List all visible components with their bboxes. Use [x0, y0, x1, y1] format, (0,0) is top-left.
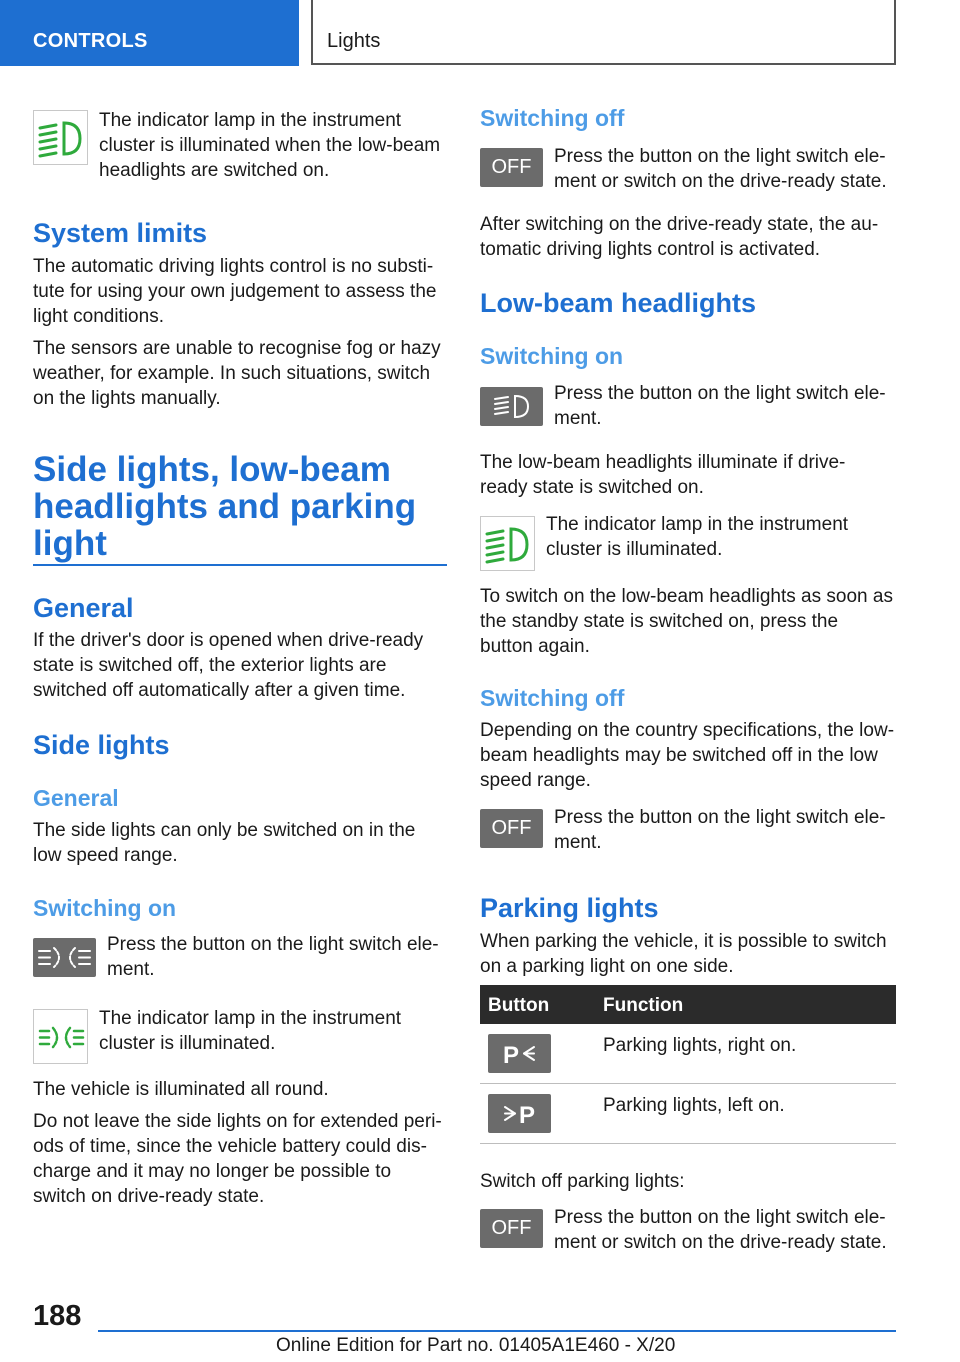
- table-header: [480, 985, 896, 1024]
- page-number: 188: [33, 1300, 82, 1332]
- system-limits-p2: The sensors are unable to recognise fog or hazy weather, for example. In such situations, switch on the lights manually.: [33, 338, 441, 409]
- heading-side-lights-switching-on: Switching on: [33, 895, 177, 921]
- section-tab: [0, 0, 299, 66]
- chapter-heading-line-1: Side lights, low-beam: [33, 450, 391, 489]
- heading-system-limits: System limits: [33, 218, 208, 248]
- off-button-icon: OFF: [480, 148, 543, 187]
- heading-side-lights-general: General: [33, 785, 119, 811]
- switching-off-text: Press the button on the light switch ele- ment or switch on the drive-ready state.: [554, 146, 887, 192]
- low-beam-indicator-text: The indicator lamp in the instrument cluster is illuminated.: [546, 514, 849, 560]
- chapter-heading-line-3: light: [33, 524, 107, 563]
- parking-lights-table: [480, 985, 896, 1144]
- svg-text:P: P: [503, 1042, 520, 1069]
- table-cell-function: Parking lights, left on.: [603, 1095, 785, 1116]
- low-beam-off-text: Press the button on the light switch ele- ment.: [554, 807, 886, 853]
- parking-switch-off-p: Switch off parking lights:: [480, 1171, 685, 1192]
- switching-off-after-p: After switching on the drive-ready state, the au- tomatic driving lights control is activated.: [480, 214, 879, 260]
- svg-text:P: P: [519, 1102, 536, 1129]
- table-header-function: Function: [603, 995, 684, 1016]
- parking-off-text: Press the button on the light switch ele- ment or switch on the drive-ready state.: [554, 1207, 887, 1253]
- low-beam-country-p: Depending on the country specifications, the low-beam headlights may be switched off in the low speed range.: [480, 720, 895, 791]
- heading-low-beam-switching-off: Switching off: [480, 685, 625, 711]
- side-lights-warning-p: Do not leave the side lights on for extended peri- ods of time, since the vehicle battery could dis- charge and it may no longer be possible to switch on drive-ready state.: [33, 1111, 442, 1207]
- low-beam-indicator-icon-2: [480, 516, 535, 571]
- low-beam-standby-p: To switch on the low-beam headlights as soon as the standby state is switched on, press the button again.: [480, 586, 893, 657]
- table-header-button: Button: [488, 995, 550, 1016]
- side-lights-indicator-icon: [33, 1009, 88, 1064]
- parking-intro-p: When parking the vehicle, it is possible to switch on a parking light on one side.: [480, 931, 887, 977]
- chapter-heading-rule: [33, 564, 447, 566]
- heading-general: General: [33, 593, 134, 623]
- off-button-icon-3: OFF: [480, 1209, 543, 1248]
- system-limits-p1: The automatic driving lights control is no substi- tute for using your own judgement to assess the light conditions.: [33, 256, 437, 327]
- off-button-icon-2: OFF: [480, 809, 543, 848]
- chapter-title: Lights: [327, 30, 381, 52]
- table-cell-function: Parking lights, right on.: [603, 1035, 797, 1056]
- parking-right-icon: [488, 1034, 551, 1073]
- side-lights-indicator-text: The indicator lamp in the instrument cluster is illuminated.: [99, 1008, 402, 1054]
- chapter-tab: [311, 0, 896, 65]
- section-title: CONTROLS: [33, 30, 148, 52]
- side-lights-press-text: Press the button on the light switch ele- ment.: [107, 934, 439, 980]
- chapter-heading: [33, 451, 416, 562]
- heading-low-beam-switching-on: Switching on: [480, 343, 624, 369]
- heading-side-lights: Side lights: [33, 730, 170, 760]
- side-lights-general-p: The side lights can only be switched on in the low speed range.: [33, 820, 416, 866]
- footer-rule: [98, 1330, 896, 1332]
- indicator-text: The indicator lamp in the instrument cluster is illuminated when the low-beam headlights are switched on.: [99, 110, 441, 181]
- table-row: [480, 1084, 896, 1144]
- general-p1: If the driver's door is opened when drive-ready state is switched off, the exterior lights are switched off automatically after a given time.: [33, 630, 424, 701]
- heading-low-beam: Low-beam headlights: [480, 288, 757, 318]
- heading-switching-off: Switching off: [480, 105, 625, 131]
- side-lights-round-p: The vehicle is illuminated all round.: [33, 1079, 329, 1100]
- low-beam-button-icon: [480, 387, 543, 426]
- footer-edition-text: Online Edition for Part no. 01405A1E460 - X/20: [276, 1335, 676, 1356]
- heading-parking-lights: Parking lights: [480, 893, 659, 923]
- footer-edition: [276, 1335, 675, 1357]
- low-beam-press-text: Press the button on the light switch ele- ment.: [554, 383, 886, 429]
- chapter-heading-line-2: headlights and parking: [33, 487, 417, 526]
- low-beam-illuminate-p: The low-beam headlights illuminate if drive- ready state is switched on.: [480, 452, 846, 498]
- parking-left-icon: [488, 1094, 551, 1133]
- side-lights-button-icon: [33, 938, 96, 977]
- low-beam-indicator-icon: [33, 110, 88, 165]
- table-row: [480, 1024, 896, 1084]
